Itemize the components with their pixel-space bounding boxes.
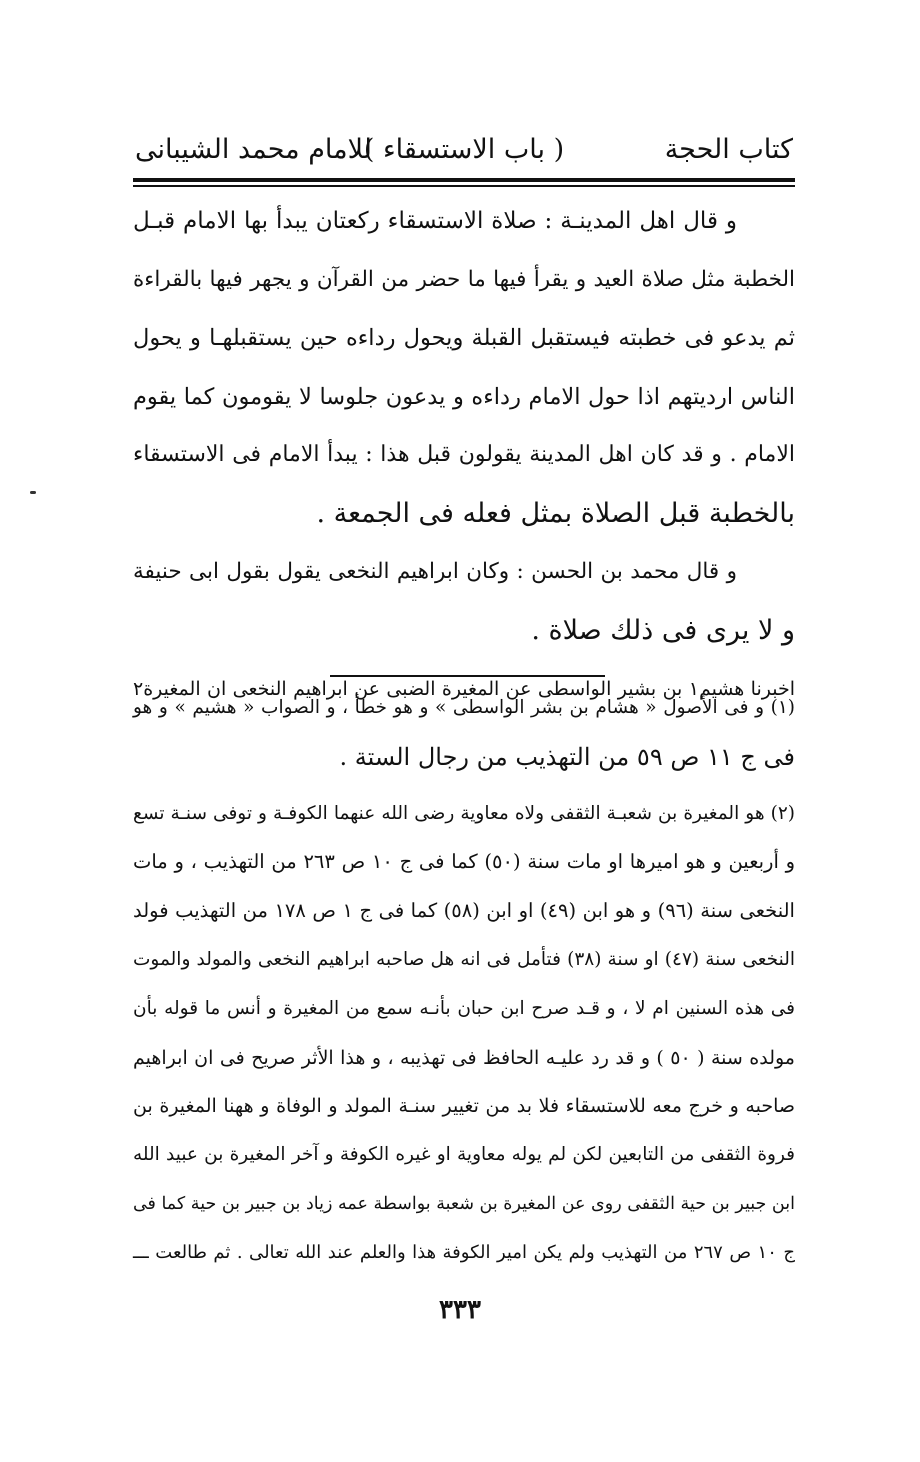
footnotes <box>133 684 795 1278</box>
main-line: ثم يدعو فى خطبته فيستقبل القبلة ويحول رداءه حين يستقبلهـا و يحول <box>133 325 795 351</box>
main-text <box>133 192 795 719</box>
running-header <box>135 126 793 174</box>
footnote-separator <box>330 675 605 677</box>
footnote-2-line: النخعى سنة (٩٦) و هو ابن (٤٩) او ابن (٥٨) كما فى ج ١ ص ١٧٨ من التهذيب فولد <box>133 899 795 923</box>
main-line: و لا يرى فى ذلك صلاة . <box>531 614 795 646</box>
footnote-2-line: (٢) هو المغيرة بن شعبـة الثقفى ولاه معاوية رضى الله عنهما الكوفـة و توفى سنـة تسع <box>133 802 795 824</box>
main-line: و قال اهل المدينـة : صلاة الاستسقاء ركعتان يبدأ بها الامام قبـل <box>133 208 737 234</box>
footnote-2-line: ابن جبير بن حية الثقفى روى عن المغيرة بن شعبة بواسطة عمه زياد بن جبير بن حية كما فى <box>132 1193 795 1214</box>
footnote-1-line: فى ج ١١ ص ٥٩ من التهذيب من رجال الستة . <box>339 742 795 771</box>
main-line: بالخطبة قبل الصلاة بمثل فعله فى الجمعة . <box>316 497 795 529</box>
main-line: الخطبة مثل صلاة العيد و يقرأ فيها ما حضر من القرآن و يجهر فيها بالقراءة <box>133 266 795 292</box>
header-book-title: كتاب الحجة <box>664 134 793 165</box>
footnote-2-line: فروة الثقفى من التابعين لكن لم يوله معاوية او غيره الكوفة و آخر المغيرة بن عبيد الله <box>133 1144 795 1166</box>
main-line: و قال محمد بن الحسن : وكان ابراهيم النخعى يقول بقول ابى حنيفة <box>133 559 737 584</box>
footnote-2-line: و أربعين و هو اميرها او مات سنة (٥٠) كما فى ج ١٠ ص ٢٦٣ من التهذيب ، و مات <box>133 850 796 874</box>
main-line: اخبرنا هشيم١ بن بشير الواسطى عن المغيرة الضبى عن ابراهيم النخعى ان المغيرة٢ <box>133 678 795 700</box>
header-chapter-title: ( باب الاستسقاء ) <box>363 134 565 165</box>
footnote-2-line: فى هذه السنين ام لا ، و قـد صرح ابن حبان بأنـه سمع من المغيرة و أنس ما قوله بأن <box>133 997 795 1019</box>
footnote-2-line: مولده سنة ( ٥٠ ) و قد رد عليـه الحافظ فى تهذيبه ، و هذا الأثر صريح فى ان ابراهيم <box>133 1046 795 1069</box>
footnote-gap <box>133 782 795 790</box>
main-line: الامام . و قد كان اهل المدينة يقولون قبل هذا : يبدأ الامام فى الاستسقاء <box>133 442 795 467</box>
footnote-1-line: (١) و فى الأصول « هشام بن بشر الواسطى » و هو خطأ ، و الصواب « هشيم » و هو <box>133 697 795 718</box>
footnote-2-line: النخعى سنة (٤٧) او سنة (٣٨) فتأمل فى انه هل صاحبه ابراهيم النخعى والمولد والموت <box>133 948 795 970</box>
scan-speck <box>30 491 36 494</box>
header-rule-thin <box>133 185 795 187</box>
footnote-2-line: صاحبه و خرج معه للاستسقاء فلا بد من تغيير سنـة المولد و الوفاة و ههنا المغيرة بن <box>133 1095 795 1118</box>
header-rule-thick <box>133 178 795 182</box>
main-line: الناس ارديتهم اذا حول الامام رداءه و يدعون جلوسا لا يقومون كما يقوم <box>133 383 795 410</box>
page-number: ٣٣٣ <box>439 1295 481 1325</box>
header-author: للامام محمد الشيبانى <box>135 134 372 165</box>
footnote-2-line: ج ١٠ ص ٢٦٧ من التهذيب ولم يكن امير الكوفة هذا والعلم عند الله تعالى . ثم طالعت ـــ <box>133 1241 795 1263</box>
